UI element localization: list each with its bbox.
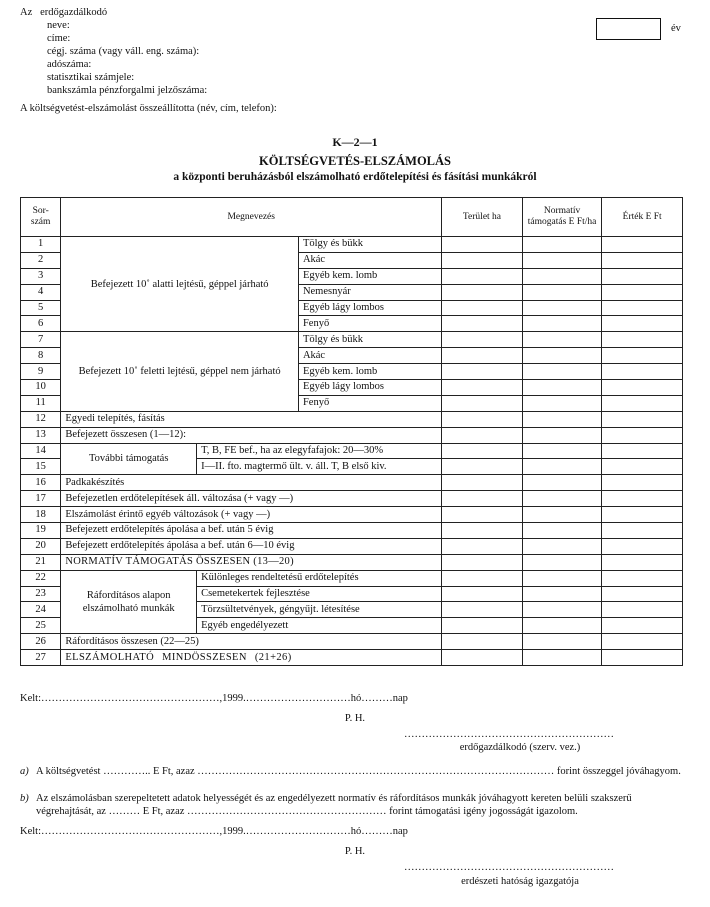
- field-address: címe:: [47, 33, 71, 44]
- cell-input[interactable]: [602, 443, 683, 459]
- signature-dots-2: ……………………………………………………: [404, 862, 614, 873]
- cell-input[interactable]: [442, 252, 523, 268]
- table-row: 25 Egyéb engedélyezett: [21, 618, 683, 634]
- header-az: Az erdőgazdálkodó: [20, 7, 108, 18]
- table-row: 7 Befejezett 10˚ feletti lejtésű, géppel nem járható Tölgy és bükk: [21, 332, 683, 348]
- col-ertek: Érték E Ft: [602, 198, 683, 237]
- field-statistic: statisztikai számjele:: [47, 72, 135, 83]
- cell-input[interactable]: [442, 570, 523, 586]
- cell-input[interactable]: [442, 491, 523, 507]
- cell-input[interactable]: [442, 538, 523, 554]
- table-row: 21 NORMATÍV TÁMOGATÁS ÖSSZESEN (13—20): [21, 554, 683, 570]
- table-row: 24 Törzsültetvények, géngyűjt. létesítése: [21, 602, 683, 618]
- cell-input[interactable]: [602, 316, 683, 332]
- cell-input[interactable]: [442, 618, 523, 634]
- table-row: 6 Fenyő: [21, 316, 683, 332]
- cell-input[interactable]: [522, 348, 602, 364]
- cell-input[interactable]: [602, 650, 683, 666]
- table-row: 23 Csemetekertek fejlesztése: [21, 586, 683, 602]
- table-row: 18 Elszámolást érintő egyéb változások (+ vagy —): [21, 507, 683, 523]
- cell-input[interactable]: [602, 364, 683, 380]
- page-subtitle: a központi beruházásból elszámolható erdőtelepítési és fásítási munkákról: [173, 171, 537, 183]
- year-input-box[interactable]: [596, 18, 661, 40]
- cell-input[interactable]: [602, 586, 683, 602]
- cell-input[interactable]: [522, 554, 602, 570]
- table-row: 11 Fenyő: [21, 395, 683, 411]
- field-name: neve:: [47, 20, 70, 31]
- cell-input[interactable]: [522, 586, 602, 602]
- table-row: 15 I—II. fto. magtermő ült. v. áll. T, B első kiv.: [21, 459, 683, 475]
- cell-input[interactable]: [602, 427, 683, 443]
- cell-input[interactable]: [522, 268, 602, 284]
- note-b-mark: b): [20, 793, 29, 804]
- cell-input[interactable]: [442, 395, 523, 411]
- cell-input[interactable]: [522, 475, 602, 491]
- col-terulet: Terület ha: [442, 198, 523, 237]
- form-code: K—2—1: [332, 135, 378, 149]
- cell-input[interactable]: [602, 411, 683, 427]
- table-row: 10 Egyéb lágy lombos: [21, 380, 683, 396]
- table-row: 20 Befejezett erdőtelepítés ápolása a bef. után 6—10 évig: [21, 538, 683, 554]
- field-tax: adószáma:: [47, 59, 92, 70]
- cell-input[interactable]: [522, 507, 602, 523]
- cell-input[interactable]: [522, 443, 602, 459]
- cell-input[interactable]: [442, 650, 523, 666]
- field-bank: bankszámla pénzforgalmi jelzőszáma:: [47, 85, 208, 96]
- group-cost-based: Ráfordításos alapon elszámolható munkák: [61, 570, 197, 634]
- cell-input[interactable]: [442, 523, 523, 539]
- cell-input[interactable]: [522, 618, 602, 634]
- cell-input[interactable]: [522, 252, 602, 268]
- note-a-mark: a): [20, 766, 29, 777]
- cell-input[interactable]: [522, 364, 602, 380]
- table-row: 1 Befejezett 10˚ alatti lejtésű, géppel járható Tölgy és bükk: [21, 237, 683, 253]
- cell-input[interactable]: [522, 284, 602, 300]
- table-row: 4 Nemesnyár: [21, 284, 683, 300]
- cell-input[interactable]: [442, 284, 523, 300]
- cell-input[interactable]: [442, 411, 523, 427]
- page-title: KÖLTSÉGVETÉS-ELSZÁMOLÁS: [259, 154, 451, 168]
- budget-table: [20, 197, 683, 666]
- table-row: 19 Befejezett erdőtelepítés ápolása a bef. után 5 évig: [21, 523, 683, 539]
- cell-input[interactable]: [442, 554, 523, 570]
- cell-input[interactable]: [522, 634, 602, 650]
- cell-input[interactable]: [522, 523, 602, 539]
- org-label: erdőgazdálkodó: [40, 7, 108, 18]
- cell-input[interactable]: [442, 634, 523, 650]
- cell-input[interactable]: [442, 332, 523, 348]
- cell-input[interactable]: [522, 380, 602, 396]
- cell-input[interactable]: [442, 300, 523, 316]
- cell-input[interactable]: [522, 459, 602, 475]
- table-row: 2 Akác: [21, 252, 683, 268]
- cell-input[interactable]: [522, 300, 602, 316]
- signature-dots-1: ……………………………………………………: [404, 729, 614, 740]
- cell-input[interactable]: [602, 459, 683, 475]
- table-row: 27 ELSZÁMOLHATÓ MINDÖSSZESEN (21+26): [21, 650, 683, 666]
- table-row: 8 Akác: [21, 348, 683, 364]
- cell-input[interactable]: [522, 570, 602, 586]
- cell-input[interactable]: [442, 475, 523, 491]
- cell-input[interactable]: [522, 332, 602, 348]
- table-row: 26 Ráfordításos összesen (22—25): [21, 634, 683, 650]
- compiler-line: A költségvetést-elszámolást összeállította (név, cím, telefon):: [20, 103, 277, 114]
- table-row: 14 További támogatás T, B, FE bef., ha az elegyfafajok: 20—30%: [21, 443, 683, 459]
- cell-input[interactable]: [602, 348, 683, 364]
- cell-input[interactable]: [442, 348, 523, 364]
- cell-input[interactable]: [442, 237, 523, 253]
- stamp-place-2: P. H.: [344, 846, 366, 857]
- cell-input[interactable]: [442, 427, 523, 443]
- cell-input[interactable]: [442, 602, 523, 618]
- cell-input[interactable]: [602, 570, 683, 586]
- col-normativ: Normatív támogatás E Ft/ha: [522, 198, 602, 237]
- col-sorszam: Sor- szám: [21, 198, 61, 237]
- cell-input[interactable]: [442, 443, 523, 459]
- cell-input[interactable]: [602, 507, 683, 523]
- group-below-10: Befejezett 10˚ alatti lejtésű, géppel járható: [61, 237, 299, 332]
- cell-input[interactable]: [442, 380, 523, 396]
- cell-input[interactable]: [602, 332, 683, 348]
- cell-input[interactable]: [602, 380, 683, 396]
- cell-input[interactable]: [602, 268, 683, 284]
- cell-input[interactable]: [602, 523, 683, 539]
- cell-input[interactable]: [602, 475, 683, 491]
- cell-input[interactable]: [602, 237, 683, 253]
- table-row: 13 Befejezett összesen (1—12):: [21, 427, 683, 443]
- table-header-row: [21, 198, 683, 237]
- cell-input[interactable]: [522, 316, 602, 332]
- group-above-10: Befejezett 10˚ feletti lejtésű, géppel nem járható: [61, 332, 299, 411]
- cell-input[interactable]: [602, 300, 683, 316]
- table-row: 3 Egyéb kem. lomb: [21, 268, 683, 284]
- col-megnevezes: Megnevezés: [61, 198, 442, 237]
- cell-input[interactable]: [522, 650, 602, 666]
- field-registration: cégj. száma (vagy váll. eng. száma):: [47, 46, 200, 57]
- cell-input[interactable]: [442, 586, 523, 602]
- note-b-text: Az elszámolásban szerepeltetett adatok helyességét és az engedélyezett normatív és ráfordításos munkák jóváhagyott kereten belüli szakszerű végrehajtását, az ……… E Ft, azaz ………………………………………………… forint támogatási igény jogosságát igazolom.: [36, 793, 632, 817]
- table-row: 12 Egyedi telepítés, fásítás: [21, 411, 683, 427]
- note-a-text: A költségvetést ………….. E Ft, azaz ………………………………………………………………………………………… forint összeggel jóváhagyom.: [36, 766, 681, 777]
- cell-input[interactable]: [442, 268, 523, 284]
- cell-input[interactable]: [602, 602, 683, 618]
- cell-input[interactable]: [522, 395, 602, 411]
- signature-role-2: erdészeti hatóság igazgatója: [461, 876, 579, 887]
- cell-input[interactable]: [442, 364, 523, 380]
- cell-input[interactable]: [522, 491, 602, 507]
- cell-input[interactable]: [522, 602, 602, 618]
- cell-input[interactable]: [602, 634, 683, 650]
- signature-role-1: erdőgazdálkodó (szerv. vez.): [459, 742, 581, 753]
- cell-input[interactable]: [602, 252, 683, 268]
- table-row: 22 Ráfordításos alapon elszámolható munkák Különleges rendeltetésű erdőtelepítés: [21, 570, 683, 586]
- cell-input[interactable]: [602, 618, 683, 634]
- stamp-place-1: P. H.: [344, 713, 366, 724]
- cell-input[interactable]: [602, 395, 683, 411]
- cell-input[interactable]: [602, 554, 683, 570]
- cell-input[interactable]: [602, 491, 683, 507]
- cell-input[interactable]: [522, 237, 602, 253]
- year-label: év: [671, 23, 681, 34]
- cell-input[interactable]: [442, 507, 523, 523]
- cell-input[interactable]: [602, 538, 683, 554]
- cell-input[interactable]: [522, 411, 602, 427]
- date-line-1: Kelt:……………………………………………,1999.…………………………hó………nap: [20, 693, 408, 704]
- cell-input[interactable]: [442, 459, 523, 475]
- table-row: 9 Egyéb kem. lomb: [21, 364, 683, 380]
- table-row: 17 Befejezetlen erdőtelepítések áll. változása (+ vagy —): [21, 491, 683, 507]
- cell-input[interactable]: [522, 538, 602, 554]
- table-row: 16 Padkakészítés: [21, 475, 683, 491]
- table-row: 5 Egyéb lágy lombos: [21, 300, 683, 316]
- group-extra-support: További támogatás: [61, 443, 197, 475]
- cell-input[interactable]: [442, 316, 523, 332]
- date-line-2: Kelt:……………………………………………,1999.…………………………hó………nap: [20, 826, 408, 837]
- cell-input[interactable]: [602, 284, 683, 300]
- cell-input[interactable]: [522, 427, 602, 443]
